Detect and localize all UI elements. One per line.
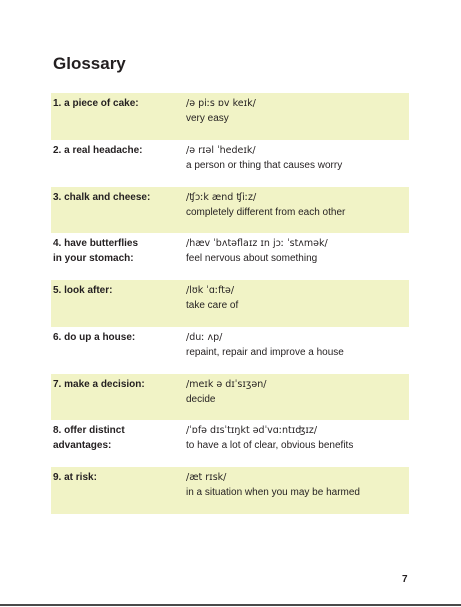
pronunciation: /hæv ˈbʌtəflaɪz ɪn jɔː ˈstʌmək/ — [186, 238, 328, 250]
glossary-term-text: 9. at risk: — [53, 472, 97, 483]
glossary-term-text: 5. look after: — [53, 285, 113, 296]
definition-text: decide — [186, 393, 216, 405]
pronunciation: /lʊk ˈɑːftə/ — [186, 285, 235, 296]
glossary-row — [51, 327, 409, 374]
bottom-rule — [0, 604, 461, 606]
glossary-term — [53, 330, 186, 374]
glossary-term — [53, 143, 186, 187]
glossary-definition — [186, 143, 409, 187]
definition-text: to have a lot of clear, obvious benefits — [186, 440, 354, 452]
glossary-row — [51, 420, 409, 467]
definition-text: very easy — [186, 113, 229, 124]
definition-text: feel nervous about something — [186, 253, 318, 265]
glossary-definition — [186, 190, 409, 234]
glossary-row — [51, 467, 409, 514]
glossary-definition — [186, 423, 409, 467]
glossary-definition — [186, 283, 409, 327]
glossary-row — [51, 187, 409, 234]
pronunciation: /æt rɪsk/ — [186, 472, 227, 483]
definition-text: completely different from each other — [186, 206, 346, 218]
page-title: Glossary — [53, 54, 126, 73]
glossary-term-text: 7. make a decision: — [53, 378, 145, 390]
glossary-definition — [186, 330, 409, 374]
glossary-definition — [186, 96, 409, 140]
glossary-term — [53, 96, 186, 140]
definition-text: a person or thing that causes worry — [186, 159, 343, 171]
glossary-term — [53, 236, 186, 280]
glossary-term — [53, 423, 186, 467]
pronunciation: /ˈɒfə dɪsˈtɪŋkt ədˈvɑːntɪʤɪz/ — [186, 425, 318, 437]
glossary-definition — [186, 377, 409, 421]
glossary-term — [53, 377, 186, 421]
definition-text: in a situation when you may be harmed — [186, 487, 360, 498]
glossary-row — [51, 374, 409, 421]
glossary-row — [51, 280, 409, 327]
glossary-term-text: 8. offer distinct — [53, 425, 125, 437]
glossary-term-text-line2: advantages: — [53, 440, 112, 452]
glossary-table — [51, 93, 409, 514]
pronunciation: /meɪk ə dɪˈsɪʒən/ — [186, 378, 267, 390]
glossary-definition — [186, 470, 409, 514]
glossary-row — [51, 93, 409, 140]
pronunciation: /duː ʌp/ — [186, 331, 223, 343]
glossary-term-text: 2. a real headache: — [53, 144, 143, 156]
glossary-term — [53, 470, 186, 514]
glossary-term — [53, 190, 186, 234]
page-number: 7 — [402, 574, 408, 585]
definition-text: repaint, repair and improve a house — [186, 346, 344, 358]
glossary-term-text: 4. have butterflies — [53, 238, 139, 250]
glossary-term-text: 1. a piece of cake: — [53, 98, 139, 109]
glossary-row — [51, 140, 409, 187]
glossary-term-text-line2: in your stomach: — [53, 253, 134, 265]
glossary-term-text: 3. chalk and cheese: — [53, 191, 151, 203]
glossary-term — [53, 283, 186, 327]
pronunciation: /ʧɔːk ænd ʧiːz/ — [186, 191, 257, 203]
pronunciation: /ə rɪəl ˈhedeɪk/ — [186, 144, 256, 156]
pronunciation: /ə piːs ɒv keɪk/ — [186, 98, 256, 109]
glossary-term-text: 6. do up a house: — [53, 331, 136, 343]
definition-text: take care of — [186, 300, 239, 311]
glossary-definition — [186, 236, 409, 280]
glossary-row — [51, 233, 409, 280]
